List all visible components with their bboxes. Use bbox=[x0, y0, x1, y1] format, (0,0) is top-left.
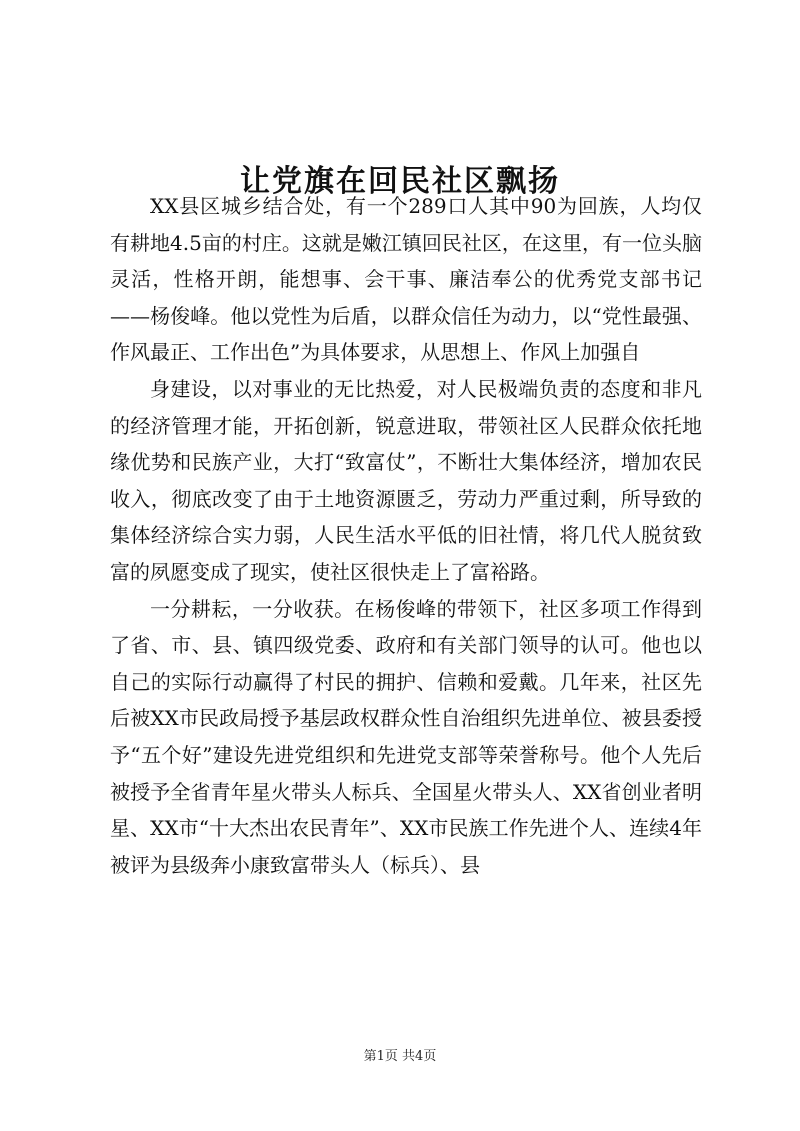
document-body bbox=[110, 188, 702, 883]
page-footer: 第1页 共4页 bbox=[363, 1049, 437, 1064]
paragraph-1: XX县区城乡结合处，有一个289口人其中90为回族，人均仅有耕地4.5亩的村庄。这就是嫩江镇回民社区，在这里，有一位头脑灵活，性格开朗，能想事、会干事、廉洁奉公的优秀党支部书记——杨俊峰。他以党性为后盾，以群众信任为动力，以“党性最强、作风最正、工作出色”为具体要求，从思想上、作风上加强自 bbox=[110, 194, 702, 365]
paragraph-2: 身建设，以对事业的无比热爱，对人民极端负责的态度和非凡的经济管理才能，开拓创新，锐意进取，带领社区人民群众依托地缘优势和民族产业，大打“致富仗”，不断壮大集体经济，增加农民收入，彻底改变了由于土地资源匮乏，劳动力严重过剩，所导致的集体经济综合实力弱，人民生活水平低的旧社情，将几代人脱贫致富的夙愿变成了现实，使社区很快走上了富裕路。 bbox=[110, 376, 702, 584]
paragraph-3: 一分耕耘，一分收获。在杨俊峰的带领下，社区多项工作得到了省、市、县、镇四级党委、政府和有关部门领导的认可。他也以自己的实际行动赢得了村民的拥护、信赖和爱戴。几年来，社区先后被XX市民政局授予基层政权群众性自治组织先进单位、被县委授予“五个好”建设先进党组织和先进党支部等荣誉称号。他个人先后被授予全省青年星火带头人标兵、全国星火带头人、XX省创业者明星、XX市“十大杰出农民青年”、XX市民族工作先进个人、连续4年被评为县级奔小康致富带头人（标兵）、县 bbox=[110, 596, 702, 877]
document-title: 让党旗在回民社区飘扬 bbox=[240, 164, 560, 200]
